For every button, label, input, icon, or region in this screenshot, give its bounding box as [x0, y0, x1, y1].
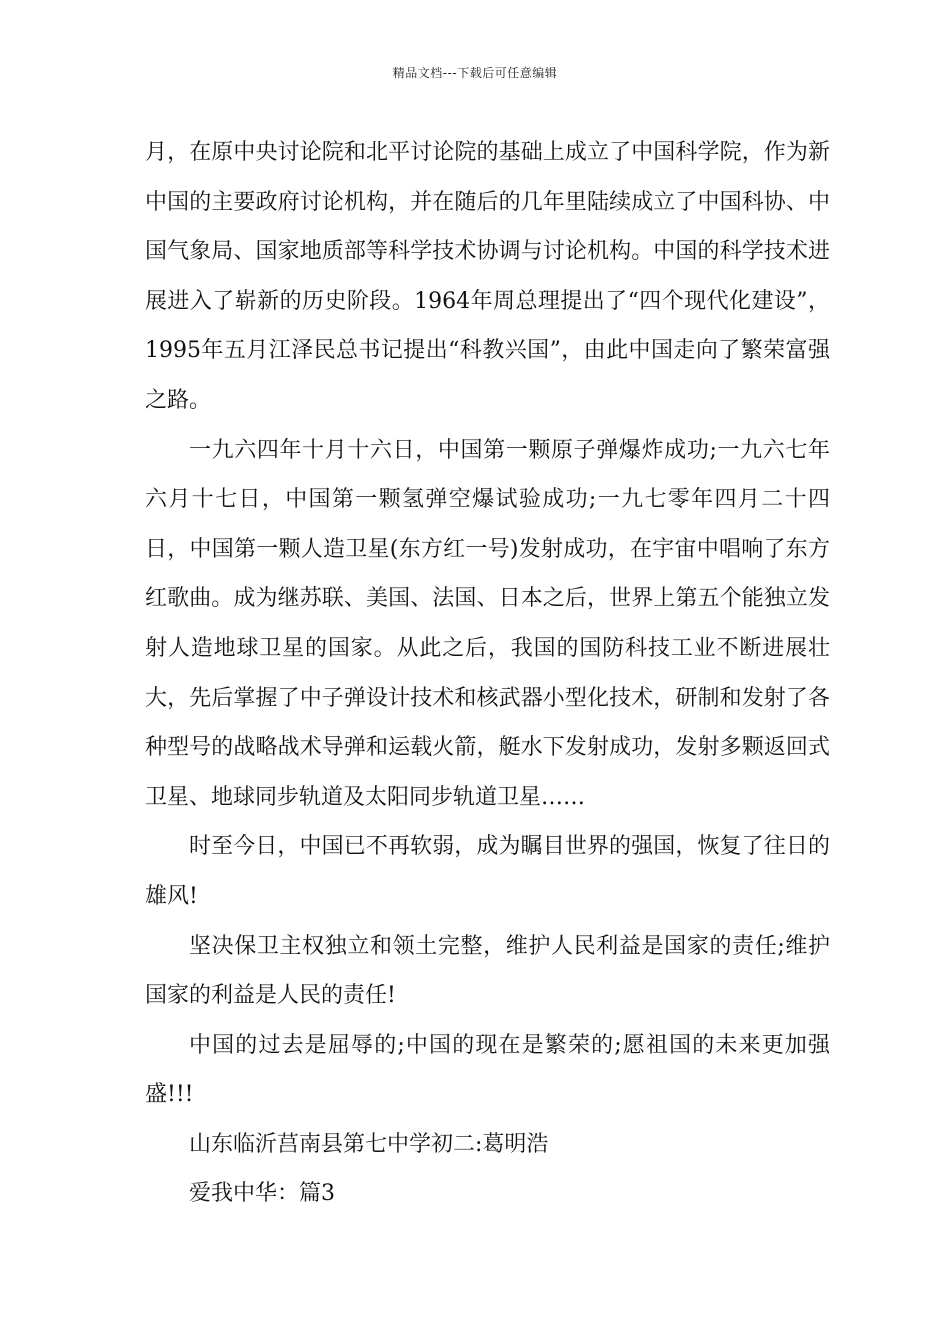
paragraph-achievements: 一九六四年十月十六日，中国第一颗原子弹爆炸成功;一九六七年六月十七日，中国第一颗氢弹空爆试验成功;一九七零年四月二十四日，中国第一颗人造卫星(东方红一号)发射成功，在宇宙中唱响了东方红歌曲。成为继苏联、美国、法国、日本之后，世界上第五个能独立发射人造地球卫星的国家。从此之后，我国的国防科技工业不断进展壮大，先后掌握了中子弹设计技术和核武器小型化技术，研制和发射了各种型号的战略战术导弹和运载火箭，艇水下发射成功，发射多颗返回式卫星、地球同步轨道及太阳同步轨道卫星…… — [145, 437, 830, 810]
paragraph-section-title: 爱我中华：篇3 — [189, 1181, 335, 1207]
paragraph-future: 中国的过去是屈辱的;中国的现在是繁荣的;愿祖国的未来更加强盛!!! — [145, 1032, 830, 1108]
document-body — [145, 128, 830, 1219]
paragraph-intro: 月，在原中央讨论院和北平讨论院的基础上成立了中国科学院，作为新中国的主要政府讨论机构，并在随后的几年里陆续成立了中国科协、中国气象局、国家地质部等科学技术协调与讨论机构。中国的科学技术进展进入了崭新的历史阶段。1964年周总理提出了“四个现代化建设”，1995年五月江泽民总书记提出“科教兴国”，由此中国走向了繁荣富强之路。 — [145, 140, 830, 413]
paragraph-author: 山东临沂莒南县第七中学初二:葛明浩 — [189, 1131, 549, 1157]
paragraph-today: 时至今日，中国已不再软弱，成为瞩目世界的强国，恢复了往日的雄风! — [145, 834, 830, 909]
page-header: 精品文档---下载后可任意编辑 — [392, 66, 558, 80]
paragraph-responsibility: 坚决保卫主权独立和领土完整，维护人民利益是国家的责任;维护国家的利益是人民的责任! — [145, 933, 830, 1009]
